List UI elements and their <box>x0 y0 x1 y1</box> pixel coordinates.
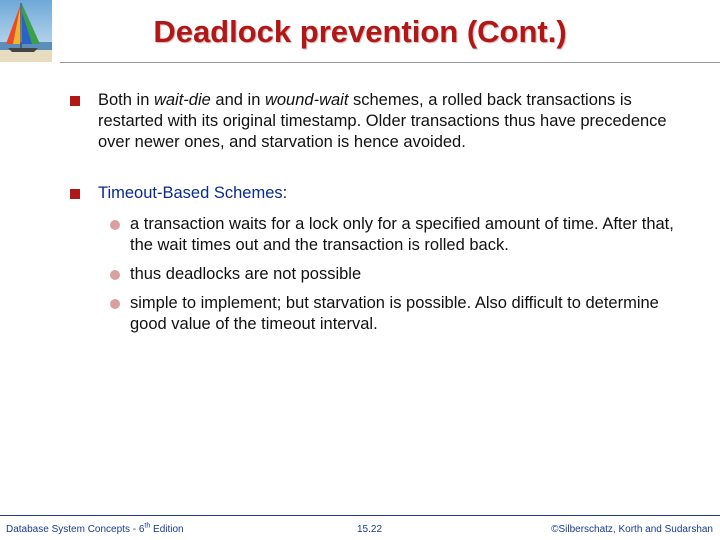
sub-bullet-text: thus deadlocks are not possible <box>130 265 362 283</box>
bullet-text <box>98 90 678 153</box>
bullet-square-icon <box>70 96 80 106</box>
term-wound-wait: wound-wait <box>264 91 349 109</box>
term-wait-die: wait-die <box>153 91 211 109</box>
slide-title: Deadlock prevention (Cont.) <box>153 14 567 49</box>
sub-bullet-text: simple to implement; but starvation is possible. Also difficult to determine good value of the timeout interval. <box>130 294 659 333</box>
heading-suffix: : <box>282 184 288 202</box>
bullet-text-pre: Both in <box>98 91 154 109</box>
footer-book-pre: Database System Concepts - 6 <box>6 524 145 535</box>
bullet-dot-icon <box>110 299 120 309</box>
bullet-heading <box>98 183 678 204</box>
footer-divider <box>0 515 720 516</box>
footer-copyright: ©Silberschatz, Korth and Sudarshan <box>551 524 713 535</box>
title-divider <box>60 62 720 63</box>
bullet-dot-icon <box>110 220 120 230</box>
bullet-text-post: schemes, a rolled back transactions is restarted with its original timestamp. Older transactions thus have precedence over newer ones, and starvation is hence avoided. <box>98 91 667 151</box>
bullet-text-mid: and in <box>210 91 265 109</box>
footer-book-sup: th <box>144 522 151 530</box>
bullet-dot-icon <box>110 270 120 280</box>
timeout-schemes-label: Timeout-Based Schemes <box>98 184 283 202</box>
bullet-square-icon <box>70 189 80 199</box>
sub-bullet-text: a transaction waits for a lock only for a specified amount of time. After that, the wait times out and the transaction is rolled back. <box>130 215 674 254</box>
footer-book-post: Edition <box>150 524 184 535</box>
footer-book-title <box>6 524 184 535</box>
footer-page-number: 15.22 <box>357 524 383 535</box>
